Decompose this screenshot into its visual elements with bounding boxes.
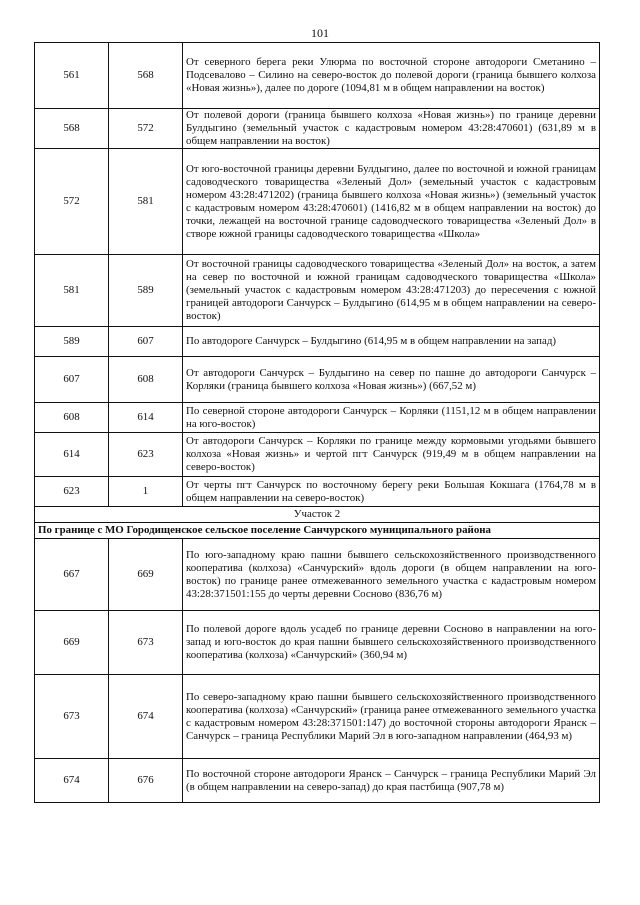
point-from: 614 — [35, 433, 109, 477]
boundary-description: От северного берега реки Улюрма по восточной стороне автодороги Сметанино – Подсевалово – Силино на северо-восток до полевой дороги (граница бывшего колхоза «Новая жизнь»), далее по дороге (1094,81 м в общем направлении на восток) — [183, 43, 600, 109]
point-to: 674 — [109, 675, 183, 759]
boundary-description: От юго-восточной границы деревни Булдыгино, далее по восточной и южной границам садоводческого товарищества «Зеленый Дол» (земельный участок с кадастровым номером 43:28:471202) (граница бывшего колхоза «Новая жизнь») (земельный участок с кадастровым номером 43:28:470601) (1416,82 м в общем направлении на восток) до точки, лежащей на восточной границе садоводческого товарищества «Зеленый Дол» в створе южной границы садоводческого товарищества «Школа» — [183, 149, 600, 255]
page-number: 101 — [311, 26, 329, 40]
point-from: 581 — [35, 255, 109, 327]
point-from: 623 — [35, 477, 109, 507]
table-row — [35, 109, 600, 149]
table-row — [35, 611, 600, 675]
table-row — [35, 477, 600, 507]
section-description: По границе с МО Городищенское сельское поселение Санчурского муниципального района — [35, 523, 600, 539]
section-title: Участок 2 — [35, 507, 600, 523]
table-row — [35, 255, 600, 327]
boundary-description: По автодороге Санчурск – Булдыгино (614,95 м в общем направлении на запад) — [183, 327, 600, 357]
point-from: 589 — [35, 327, 109, 357]
point-from: 608 — [35, 403, 109, 433]
section-description-row — [35, 523, 600, 539]
point-to: 568 — [109, 43, 183, 109]
table-row — [35, 327, 600, 357]
boundary-description: По восточной стороне автодороги Яранск – Санчурск – граница Республики Марий Эл (в общем направлении на северо-запад) до края пастбища (907,78 м) — [183, 759, 600, 803]
point-to: 572 — [109, 109, 183, 149]
table-row — [35, 539, 600, 611]
point-from: 568 — [35, 109, 109, 149]
table-row — [35, 43, 600, 109]
point-from: 572 — [35, 149, 109, 255]
point-to: 676 — [109, 759, 183, 803]
table-row — [35, 675, 600, 759]
boundary-description: От восточной границы садоводческого товарищества «Зеленый Дол» на восток, а затем на север по восточной и южной границам садоводческого товарищества «Школа» (земельный участок с кадастровым номером 43:28:471203) до пересечения с южной границей автодороги Санчурск – Булдыгино (614,95 м в общем направлении на северо-восток) — [183, 255, 600, 327]
table-row — [35, 433, 600, 477]
point-to: 623 — [109, 433, 183, 477]
point-from: 667 — [35, 539, 109, 611]
table-row — [35, 357, 600, 403]
point-to: 608 — [109, 357, 183, 403]
point-to: 673 — [109, 611, 183, 675]
section-header-row — [35, 507, 600, 523]
boundary-description: От полевой дороги (граница бывшего колхоза «Новая жизнь») по границе деревни Булдыгино (земельный участок с кадастровым номером 43:28:470601) (631,89 м в общем направлении на восток) — [183, 109, 600, 149]
boundary-description: По юго-западному краю пашни бывшего сельскохозяйственного производственного кооператива (колхоза) «Санчурский» вдоль дороги (в общем направлении на юго-восток) по границе ранее отмежеванного земельного участка с кадастровым номером 43:28:371501:155 до черты деревни Сосново (836,76 м) — [183, 539, 600, 611]
point-from: 561 — [35, 43, 109, 109]
point-from: 669 — [35, 611, 109, 675]
point-from: 607 — [35, 357, 109, 403]
boundary-description: От автодороги Санчурск – Булдыгино на север по пашне до автодороги Санчурск – Корляки (граница бывшего колхоза «Новая жизнь») (667,52 м) — [183, 357, 600, 403]
boundary-description: По северо-западному краю пашни бывшего сельскохозяйственного производственного кооператива (колхоза) «Санчурский» (граница ранее отмежеванного земельного участка с кадастровым номером 43:28:371501:147) до восточной стороны автодороги Яранск – Санчурск – граница Республики Марий Эл в юго-западном направлении (464,93 м) — [183, 675, 600, 759]
point-from: 673 — [35, 675, 109, 759]
point-to: 589 — [109, 255, 183, 327]
boundary-description: От черты пгт Санчурск по восточному берегу реки Большая Кокшага (1764,78 м в общем направлении на северо-восток) — [183, 477, 600, 507]
point-to: 669 — [109, 539, 183, 611]
boundary-table — [34, 42, 600, 803]
point-to: 1 — [109, 477, 183, 507]
point-to: 581 — [109, 149, 183, 255]
table-row — [35, 759, 600, 803]
boundary-description: По северной стороне автодороги Санчурск – Корляки (1151,12 м в общем направлении на юго-восток) — [183, 403, 600, 433]
table-row — [35, 403, 600, 433]
boundary-description: По полевой дороге вдоль усадеб по границе деревни Сосново в направлении на юго-запад и юго-восток до края пашни бывшего сельскохозяйственного производственного кооператива (колхоза) «Санчурский» (360,94 м) — [183, 611, 600, 675]
point-from: 674 — [35, 759, 109, 803]
boundary-description: От автодороги Санчурск – Корляки по границе между кормовыми угодьями бывшего колхоза «Новая жизнь» и чертой пгт Санчурск (919,49 м в общем направлении на северо-восток) — [183, 433, 600, 477]
point-to: 607 — [109, 327, 183, 357]
point-to: 614 — [109, 403, 183, 433]
table-row — [35, 149, 600, 255]
